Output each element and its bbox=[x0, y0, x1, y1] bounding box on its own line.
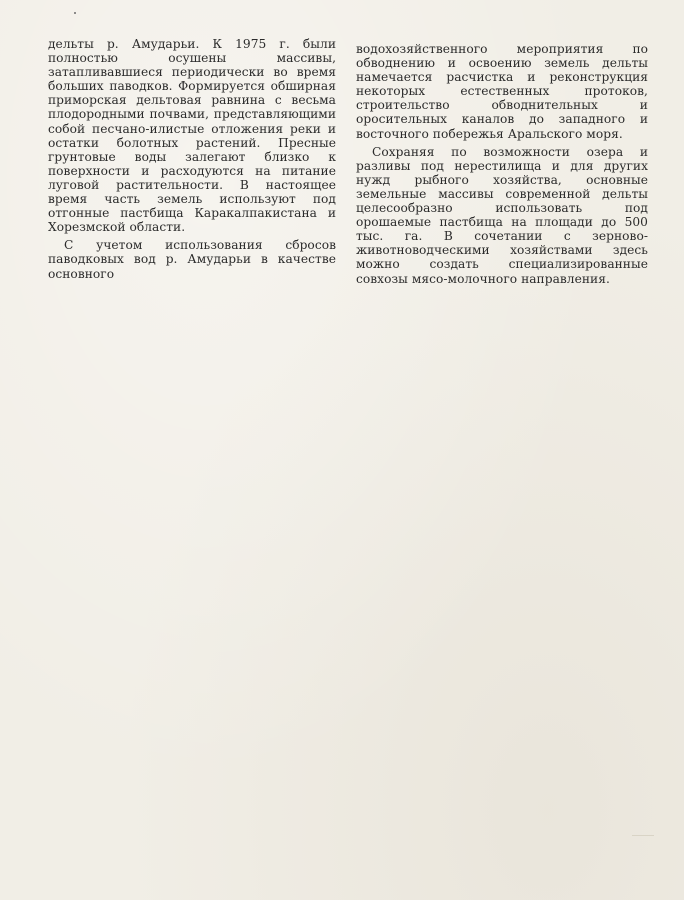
right-column bbox=[356, 42, 648, 286]
scan-speck bbox=[74, 12, 76, 14]
left-column bbox=[48, 37, 336, 281]
scan-mark bbox=[632, 835, 654, 836]
right-paragraph-2: Сохраняя по возможности озера и разливы под нерестилища и для других нужд рыбного хозяйства, основные земельные массивы современной дельты целесообразно использовать под орошаемые пастбища на площади до 500 тыс. га. В сочетании с зерново-животноводческими хозяйствами здесь можно создать специализированные совхозы мясо-молочного направления. bbox=[356, 144, 648, 286]
right-paragraph-1: водохозяйственного мероприятия по обводнению и освоению земель дельты намечается расчистка и реконструкция некоторых естественных протоков, строительство обводнительных и оросительных каналов до западного и восточного побережья Аральского моря. bbox=[356, 42, 648, 141]
left-paragraph-2: С учетом использования сбросов паводковых вод р. Амударьи в качестве основного bbox=[48, 238, 336, 281]
left-paragraph-1: дельты р. Амударьи. К 1975 г. были полностью осушены массивы, затапливавшиеся периодически во время больших паводков. Формируется обширная приморская дельтовая равнина с весьма плодородными почвами, представляющими собой песчано-илистые отложения реки и остатки болотных растений. Пресные грунтовые воды залегают близко к поверхности и расходуются на питание луговой растительности. В настоящее время часть земель используют под отгонные пастбища Каракалпакистана и Хорезмской области. bbox=[48, 37, 336, 235]
